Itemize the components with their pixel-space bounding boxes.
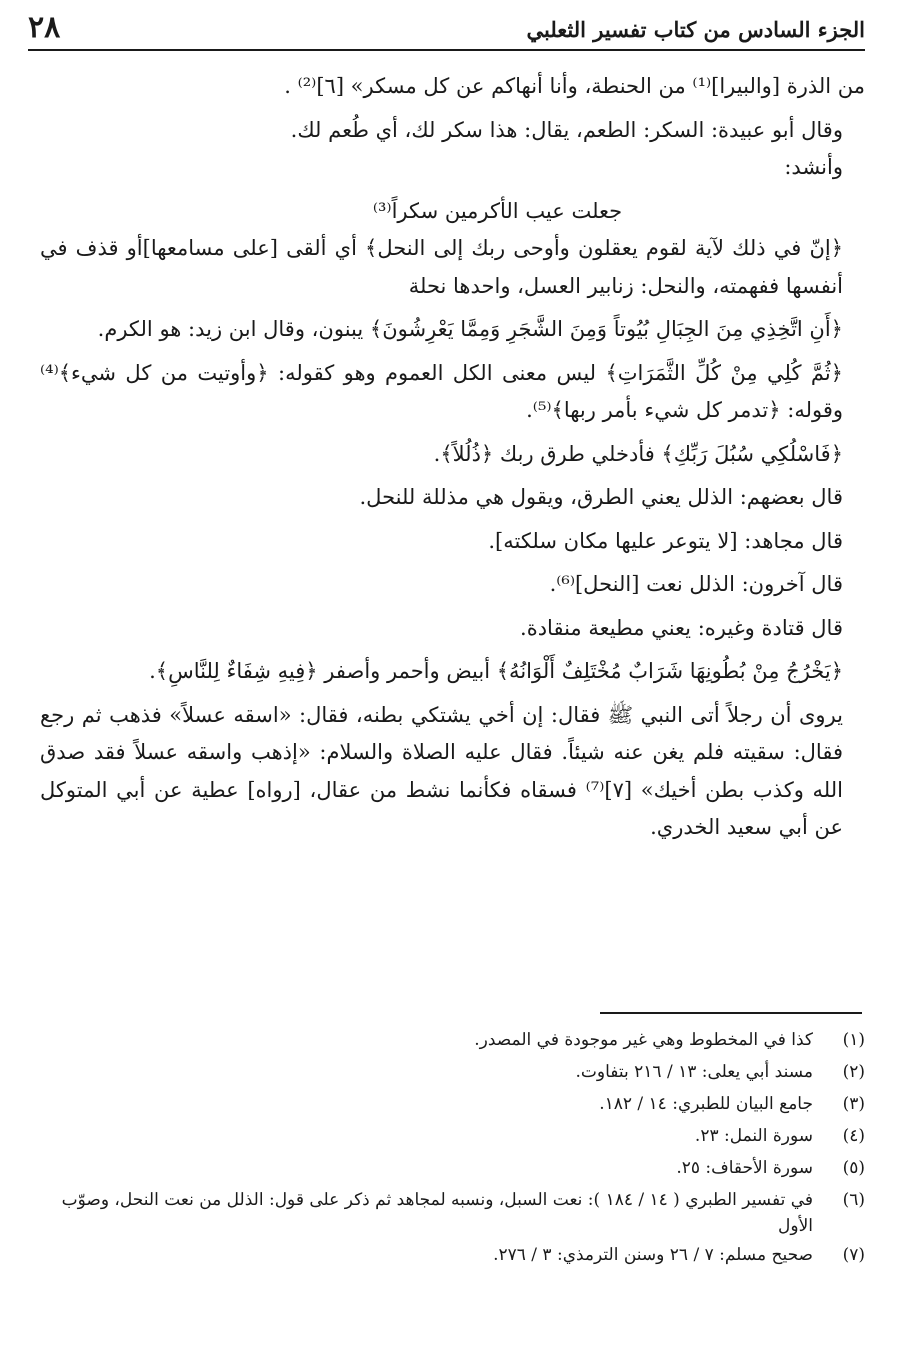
- footnote-number: (١): [842, 1030, 865, 1050]
- paragraph-11: قال قتادة وغيره: يعني مطيعة منقادة.: [520, 615, 843, 640]
- page-header: [28, 10, 865, 44]
- footnote-item: [40, 1239, 865, 1271]
- footnote-text: في تفسير الطبري ( ١٤ / ١٨٤ ): نعت السبل، ونسبه لمجاهد ثم ذكر على قول: الذلل من نعت النحل، وصوّب الأول: [61, 1190, 813, 1236]
- main-text: [40, 68, 865, 847]
- footnote-text: صحيح مسلم: ٧ / ٢٦ وسنن الترمذي: ٣ / ٢٧٦.: [493, 1245, 813, 1265]
- footnote-number: (٧): [842, 1245, 865, 1265]
- paragraph-1: من الذرة [والبيرا]⁽¹⁾ من الحنطة، وأنا أنهاكم عن كل مسكر» [٦]⁽²⁾ .: [284, 74, 865, 98]
- footnote-item: [40, 1152, 865, 1184]
- footnote-item: [40, 1120, 865, 1152]
- footnote-separator: [600, 1012, 862, 1014]
- footnote-text: كذا في المخطوط وهي غير موجودة في المصدر.: [474, 1030, 813, 1050]
- poetry-verse: جعلت عيب الأكرمين سكراً⁽³⁾: [372, 198, 623, 223]
- paragraph-6: ﴿ثُمَّ كُلِي مِنْ كُلِّ الثَّمَرَاتِ﴾ ليس معنى الكل العموم وهو كقوله: ﴿وأوتيت من كل شيء﴾⁽⁴⁾ وقوله: ﴿تدمر كل شيء بأمر ربها﴾⁽⁵⁾.: [40, 360, 843, 422]
- footnote-item: [40, 1056, 865, 1088]
- footnote-text: مسند أبي يعلى: ١٣ / ٢١٦ بتفاوت.: [575, 1062, 813, 1082]
- footnotes: [40, 1024, 865, 1271]
- paragraph-8: قال بعضهم: الذلل يعني الطرق، ويقول هي مذللة للنحل.: [359, 485, 843, 509]
- page-number: ٢٨: [28, 10, 61, 45]
- paragraph-7: ﴿فَاسْلُكِي سُبُلَ رَبِّكِ﴾ فأدخلي طرق ربك ﴿ذُلُلاً﴾.: [433, 441, 843, 466]
- footnote-number: (٦): [842, 1190, 865, 1210]
- header-rule: [28, 49, 865, 51]
- footnote-item: [40, 1184, 865, 1239]
- paragraph-12: ﴿يَخْرُجُ مِنْ بُطُونِهَا شَرَابٌ مُخْتَلِفٌ أَلْوَانُهُ﴾ أبيض وأحمر وأصفر ﴿فِيهِ شِفَاءٌ لِلنَّاسِ﴾.: [149, 659, 843, 683]
- footnote-number: (٣): [842, 1094, 865, 1114]
- paragraph-4: ﴿إنّ في ذلك لآية لقوم يعقلون وأوحى ربك إلى النحل﴾ أي ألقى [على مسامعها]أو قذف في أنفسها ففهمته، والنحل: زنابير العسل، واحدها نحلة: [40, 236, 843, 298]
- paragraph-5: ﴿أَنِ اتَّخِذِي مِنَ الجِبَالِ بُيُوتاً وَمِنَ الشَّجَرِ وَمِمَّا يَعْرِشُونَ﴾ يبنون، وقال ابن زيد: هو الكرم.: [97, 317, 843, 341]
- footnote-text: جامع البيان للطبري: ١٤ / ١٨٢.: [599, 1094, 813, 1114]
- paragraph-9: قال مجاهد: [لا يتوعر عليها مكان سلكته].: [488, 528, 843, 553]
- footnote-number: (٢): [842, 1062, 865, 1082]
- paragraph-10: قال آخرون: الذلل نعت [النحل]⁽⁶⁾.: [549, 572, 843, 596]
- running-title: الجزء السادس من كتاب تفسير الثعلبي: [526, 17, 865, 42]
- footnote-number: (٥): [842, 1158, 865, 1178]
- footnote-text: سورة النمل: ٢٣.: [694, 1126, 813, 1146]
- footnote-number: (٤): [842, 1126, 865, 1146]
- footnote-item: [40, 1088, 865, 1120]
- footnote-text: سورة الأحقاف: ٢٥.: [676, 1158, 813, 1178]
- paragraph-3: وأنشد:: [784, 155, 843, 179]
- footnote-item: [40, 1024, 865, 1056]
- paragraph-13: يروى أن رجلاً أتى النبي ﷺ فقال: إن أخي يشتكي بطنه، فقال: «اسقه عسلاً» فذهب ثم رجع فقال: سقيته فلم يغن عنه شيئاً. فقال عليه الصلاة والسلام: «إذهب واسقه عسلاً فقد صدق الله وكذب بطن أخيك» [٧]⁽⁷⁾ فسقاه فكأنما نشط من عقال، [رواه] عطية عن أبي المتوكل عن أبي سعيد الخدري.: [40, 702, 843, 839]
- paragraph-2: وقال أبو عبيدة: السكر: الطعم، يقال: هذا سكر لك، أي طُعم لك.: [290, 117, 843, 142]
